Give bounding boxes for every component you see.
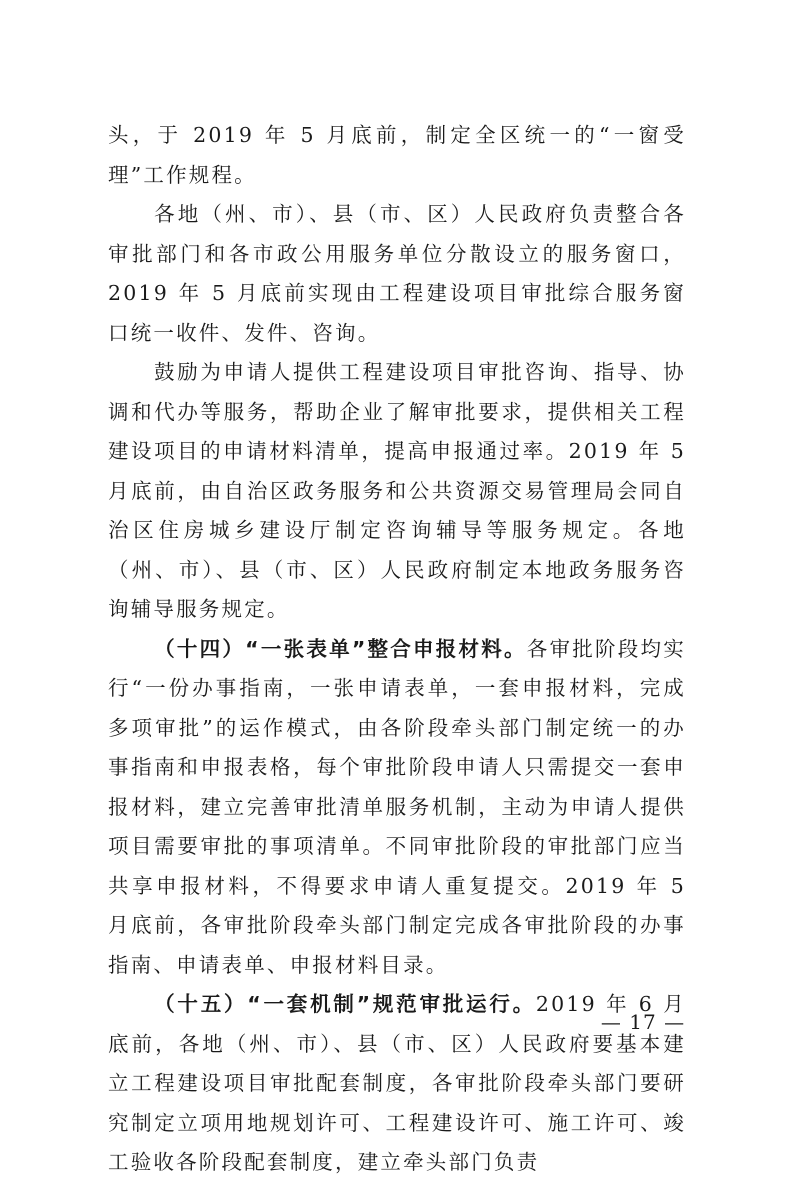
paragraph-text: 各审批阶段均实行“一份办事指南，一张申请表单，一套申报材料，完成多项审批”的运作模式，由各阶段牵头部门制定统一的办事指南和申报表格，每个审批阶段申请人只需提交一套申报材料，建立完善审批清单服务机制，主动为申请人提供项目需要审批的事项清单。不同审批阶段的审批部门应当共享申报材料，不得要求申请人重复提交。2019 年 5 月底前，各审批阶段牵头部门制定完成各审批阶段的办事指南、申请表单、申报材料目录。: [108, 636, 686, 977]
paragraph-text: 2019 年 6 月底前，各地（州、市）、县（市、区）人民政府要基本建立工程建设项目审批配套制度，各审批阶段牵头部门要研究制定立项用地规划许可、工程建设许可、施工许可、竣工验收各阶段配套制度，建立牵头部门负责: [108, 992, 686, 1174]
paragraph-text: 鼓励为申请人提供工程建设项目审批咨询、指导、协调和代办等服务，帮助企业了解审批要求，提供相关工程建设项目的申请材料清单，提高申报通过率。2019 年 5 月底前，由自治区政务服务和公共资源交易管理局会同自治区住房城乡建设厅制定咨询辅导等服务规定。各地（州、市）、县（市、区）人民政府制定本地政务服务咨询辅导服务规定。: [108, 360, 686, 621]
paragraph-section-14: [108, 630, 686, 986]
paragraph-text: 头，于 2019 年 5 月底前，制定全区统一的“一窗受理”工作规程。: [108, 123, 686, 187]
section-heading-15: （十五）“一套机制”规范审批运行。: [154, 992, 536, 1016]
paragraph-text: 各地（州、市）、县（市、区）人民政府负责整合各审批部门和各市政公用服务单位分散设立的服务窗口，2019 年 5 月底前实现由工程建设项目审批综合服务窗口统一收件、发件、咨询。: [108, 202, 686, 345]
section-heading-14: （十四）“一张表单”整合申报材料。: [154, 636, 527, 661]
paragraph-continuation: [108, 116, 686, 195]
paragraph-windows: [108, 195, 686, 353]
paragraph-consulting: [108, 353, 686, 630]
page-number: — 17 —: [600, 1010, 686, 1034]
